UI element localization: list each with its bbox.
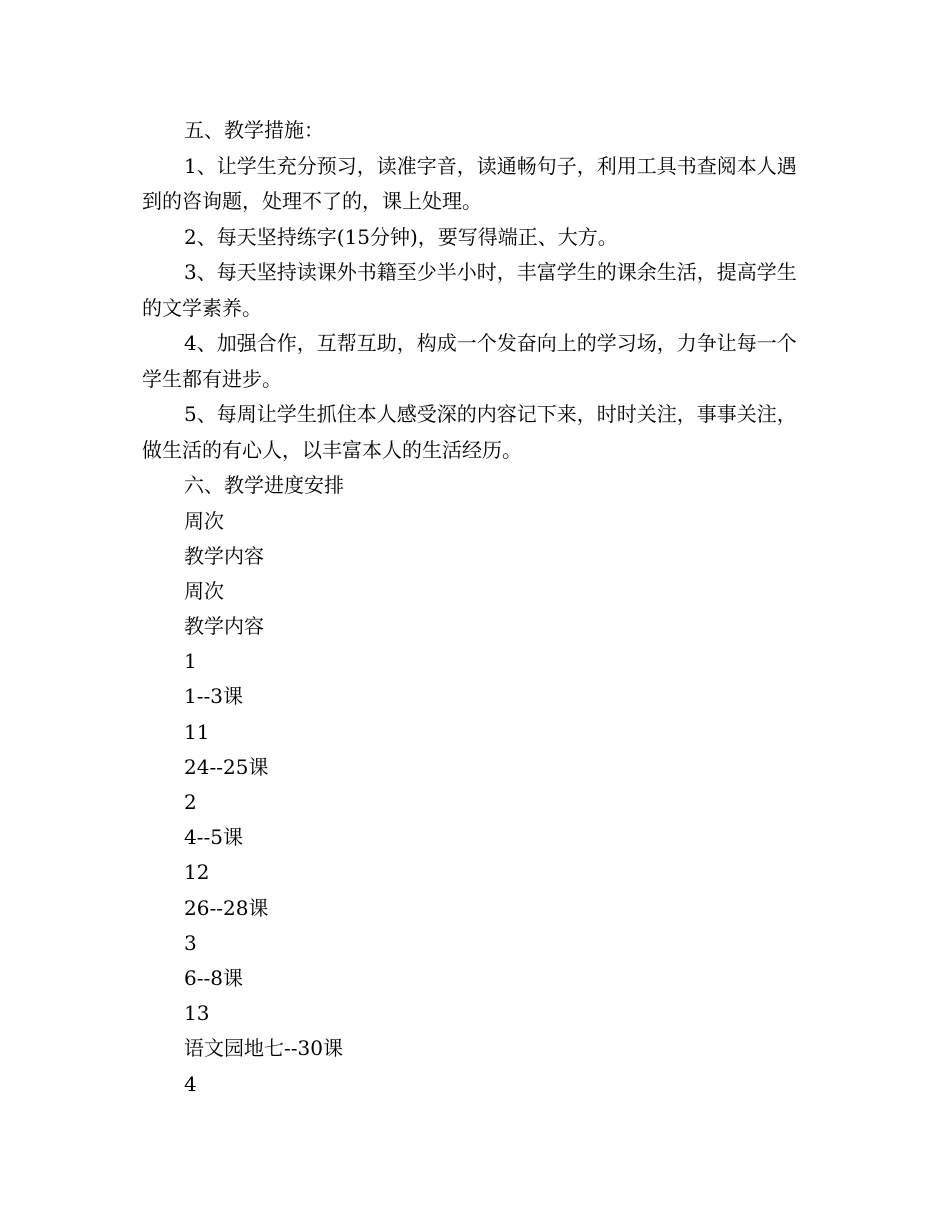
schedule-line: 12 (184, 860, 210, 885)
schedule-line: 24--25课 (184, 754, 269, 779)
measure-item: 1、让学生充分预习，读准字音，读通畅句子，利用工具书查阅本人遇到的咨询题，处理不了的，课上处理。 (142, 153, 797, 213)
schedule-line: 教学内容 (184, 614, 264, 639)
measure-item: 5、每周让学生抓住本人感受深的内容记下来，时时关注，事事关注，做生活的有心人，以丰富本人的生活经历。 (142, 402, 797, 462)
schedule-line: 教学内容 (184, 543, 264, 568)
measure-item: 4、加强合作，互帮互助，构成一个发奋向上的学习场，力争让每一个学生都有进步。 (142, 331, 797, 391)
schedule-line: 2 (184, 790, 197, 814)
schedule-line: 11 (184, 719, 210, 744)
schedule-line: 3 (184, 930, 197, 955)
measure-item: 2、每天坚持练字(15分钟)，要写得端正、大方。 (184, 224, 618, 249)
schedule-line: 4 (184, 1071, 197, 1096)
schedule-line: 1 (184, 649, 197, 674)
section-heading-schedule: 六、教学进度安排 (184, 473, 344, 497)
schedule-line: 周次 (184, 578, 224, 603)
schedule-line: 26--28课 (184, 895, 269, 920)
schedule-line: 1--3课 (184, 684, 243, 709)
schedule-line: 周次 (184, 508, 224, 533)
schedule-line: 6--8课 (184, 965, 243, 990)
schedule-line: 4--5课 (184, 825, 243, 850)
schedule-line: 语文园地七--30课 (184, 1036, 343, 1061)
schedule-list (142, 504, 810, 1102)
measure-item: 3、每天坚持读课外书籍至少半小时，丰富学生的课余生活，提高学生的文学素养。 (142, 260, 797, 320)
document-body (142, 113, 810, 1102)
schedule-line: 13 (184, 1001, 210, 1026)
section-heading-measures: 五、教学措施： (184, 118, 324, 142)
